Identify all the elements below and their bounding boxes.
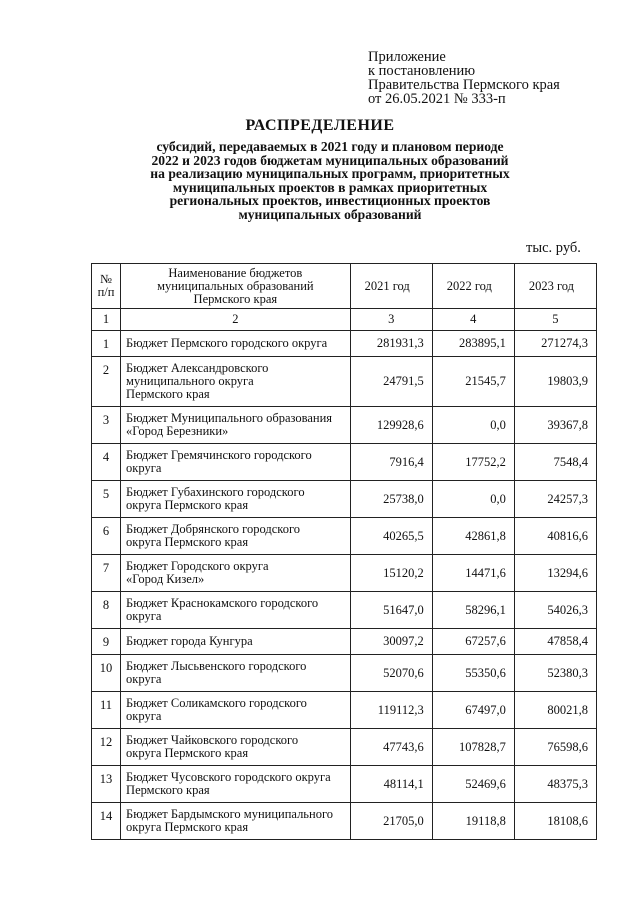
value-2023: 7548,4 — [514, 444, 596, 481]
budget-name-line: округа Пермского края — [126, 820, 249, 834]
table-row — [92, 629, 597, 655]
column-index: 4 — [432, 309, 514, 331]
table-row — [92, 331, 597, 357]
budget-name — [121, 729, 351, 766]
header-num-line: п/п — [97, 285, 115, 299]
budget-name-line: Бюджет Александровского — [126, 361, 269, 375]
budget-name-line: округа — [126, 609, 162, 623]
budget-name-line: округа — [126, 461, 162, 475]
appendix-block — [368, 50, 560, 106]
row-number: 12 — [92, 729, 121, 766]
value-2021: 21705,0 — [350, 803, 432, 840]
value-2023: 54026,3 — [514, 592, 596, 629]
row-number: 4 — [92, 444, 121, 481]
header-name-line: Пермского края — [193, 291, 278, 306]
budget-name-line: Бюджет Чайковского городского — [126, 733, 299, 747]
row-number: 9 — [92, 629, 121, 655]
value-2023: 52380,3 — [514, 655, 596, 692]
subtitle-line: региональных проектов, инвестиционных проектов — [169, 193, 491, 208]
budget-name-line: муниципального округа — [126, 374, 254, 388]
column-index: 2 — [121, 309, 351, 331]
column-index: 1 — [92, 309, 121, 331]
appendix-line: Приложение — [368, 49, 446, 65]
value-2021: 48114,1 — [350, 766, 432, 803]
appendix-line: к постановлению — [368, 63, 476, 79]
subtitle-line: на реализацию муниципальных программ, приоритетных — [150, 166, 510, 181]
value-2022: 283895,1 — [432, 331, 514, 357]
value-2022: 0,0 — [432, 481, 514, 518]
value-2023: 24257,3 — [514, 481, 596, 518]
value-2022: 67257,6 — [432, 629, 514, 655]
budget-name-line: Бюджет Чусовского городского округа — [126, 770, 331, 784]
header-2021: 2021 год — [350, 264, 432, 309]
value-2022: 67497,0 — [432, 692, 514, 729]
value-2021: 40265,5 — [350, 518, 432, 555]
table-row — [92, 518, 597, 555]
header-2022: 2022 год — [432, 264, 514, 309]
row-number: 10 — [92, 655, 121, 692]
row-number: 11 — [92, 692, 121, 729]
budget-name-line: округа Пермского края — [126, 535, 249, 549]
appendix-line: от 26.05.2021 № 333-п — [368, 91, 506, 107]
budget-name-line: округа Пермского края — [126, 498, 249, 512]
value-2023: 40816,6 — [514, 518, 596, 555]
value-2021: 7916,4 — [350, 444, 432, 481]
budget-name-line: округа — [126, 709, 162, 723]
value-2023: 271274,3 — [514, 331, 596, 357]
value-2022: 21545,7 — [432, 357, 514, 407]
budget-name-line: Бюджет Бардымского муниципального — [126, 807, 334, 821]
value-2023: 39367,8 — [514, 407, 596, 444]
budget-name — [121, 692, 351, 729]
table-row — [92, 692, 597, 729]
value-2021: 15120,2 — [350, 555, 432, 592]
row-number: 7 — [92, 555, 121, 592]
budget-name-line: Пермского края — [126, 387, 210, 401]
table-row — [92, 592, 597, 629]
header-name-line: муниципальных образований — [157, 278, 314, 293]
value-2021: 30097,2 — [350, 629, 432, 655]
budget-name-line: «Город Кизел» — [126, 572, 205, 586]
appendix-line: Правительства Пермского края — [368, 77, 560, 93]
subtitle-line: субсидий, передаваемых в 2021 году и плановом периоде — [156, 139, 504, 154]
header-2023: 2023 год — [514, 264, 596, 309]
table-row — [92, 655, 597, 692]
value-2022: 17752,2 — [432, 444, 514, 481]
column-index: 3 — [350, 309, 432, 331]
value-2022: 52469,6 — [432, 766, 514, 803]
budget-name — [121, 518, 351, 555]
column-index-row — [92, 309, 597, 331]
subtitle-line: муниципальных проектов в рамках приоритетных — [172, 179, 488, 195]
budget-name-line: округа — [126, 672, 162, 686]
budget-name — [121, 555, 351, 592]
row-number: 2 — [92, 357, 121, 407]
budget-name-line: Пермского края — [126, 783, 210, 797]
value-2022: 58296,1 — [432, 592, 514, 629]
table-row — [92, 357, 597, 407]
table-row — [92, 444, 597, 481]
header-num — [92, 264, 121, 309]
row-number: 5 — [92, 481, 121, 518]
budget-name-line: Бюджет города Кунгура — [126, 634, 253, 648]
budget-name — [121, 444, 351, 481]
value-2023: 47858,4 — [514, 629, 596, 655]
budget-name-line: Бюджет Соликамского городского — [126, 696, 307, 710]
value-2022: 107828,7 — [432, 729, 514, 766]
budget-name-line: Бюджет Лысьвенского городского — [126, 659, 307, 673]
budget-name — [121, 357, 351, 407]
table-row — [92, 766, 597, 803]
header-num-line: № — [100, 272, 112, 286]
value-2021: 25738,0 — [350, 481, 432, 518]
table-row — [92, 803, 597, 840]
value-2023: 19803,9 — [514, 357, 596, 407]
budget-name-line: Бюджет Пермского городского округа — [126, 336, 328, 350]
budget-name-line: Бюджет Краснокамского городского — [126, 596, 319, 610]
budget-name — [121, 407, 351, 444]
value-2023: 76598,6 — [514, 729, 596, 766]
value-2021: 119112,3 — [350, 692, 432, 729]
row-number: 8 — [92, 592, 121, 629]
subtitle-line: муниципальных образований — [238, 206, 422, 222]
budget-name-line: Бюджет Муниципального образования — [126, 411, 333, 425]
document-subtitle — [110, 140, 550, 221]
value-2021: 24791,5 — [350, 357, 432, 407]
value-2023: 48375,3 — [514, 766, 596, 803]
budget-name — [121, 803, 351, 840]
row-number: 6 — [92, 518, 121, 555]
value-2022: 55350,6 — [432, 655, 514, 692]
value-2021: 52070,6 — [350, 655, 432, 692]
row-number: 3 — [92, 407, 121, 444]
value-2021: 281931,3 — [350, 331, 432, 357]
table-row — [92, 729, 597, 766]
header-name — [121, 264, 351, 309]
budget-name-line: Бюджет Губахинского городского — [126, 485, 305, 499]
budget-name — [121, 481, 351, 518]
budget-name — [121, 592, 351, 629]
units-label: тыс. руб. — [526, 240, 581, 256]
value-2022: 19118,8 — [432, 803, 514, 840]
table-row — [92, 555, 597, 592]
budget-name-line: «Город Березники» — [126, 424, 229, 438]
budget-name-line: Бюджет Городского округа — [126, 559, 269, 573]
budget-name-line: Бюджет Гремячинского городского — [126, 448, 312, 462]
document-title: РАСПРЕДЕЛЕНИЕ — [245, 117, 395, 134]
subtitle-line: 2022 и 2023 годов бюджетам муниципальных образований — [151, 152, 509, 168]
column-index: 5 — [514, 309, 596, 331]
value-2021: 129928,6 — [350, 407, 432, 444]
value-2023: 80021,8 — [514, 692, 596, 729]
header-name-line: Наименование бюджетов — [168, 265, 303, 280]
subsidy-table — [91, 263, 597, 840]
value-2022: 42861,8 — [432, 518, 514, 555]
table-row — [92, 481, 597, 518]
table-row — [92, 407, 597, 444]
row-number: 1 — [92, 331, 121, 357]
table-header-row — [92, 264, 597, 309]
budget-name — [121, 766, 351, 803]
budget-name — [121, 629, 351, 655]
budget-name-line: округа Пермского края — [126, 746, 249, 760]
value-2023: 18108,6 — [514, 803, 596, 840]
row-number: 13 — [92, 766, 121, 803]
value-2021: 47743,6 — [350, 729, 432, 766]
row-number: 14 — [92, 803, 121, 840]
budget-name — [121, 331, 351, 357]
value-2023: 13294,6 — [514, 555, 596, 592]
value-2021: 51647,0 — [350, 592, 432, 629]
value-2022: 14471,6 — [432, 555, 514, 592]
budget-name-line: Бюджет Добрянского городского — [126, 522, 301, 536]
value-2022: 0,0 — [432, 407, 514, 444]
budget-name — [121, 655, 351, 692]
